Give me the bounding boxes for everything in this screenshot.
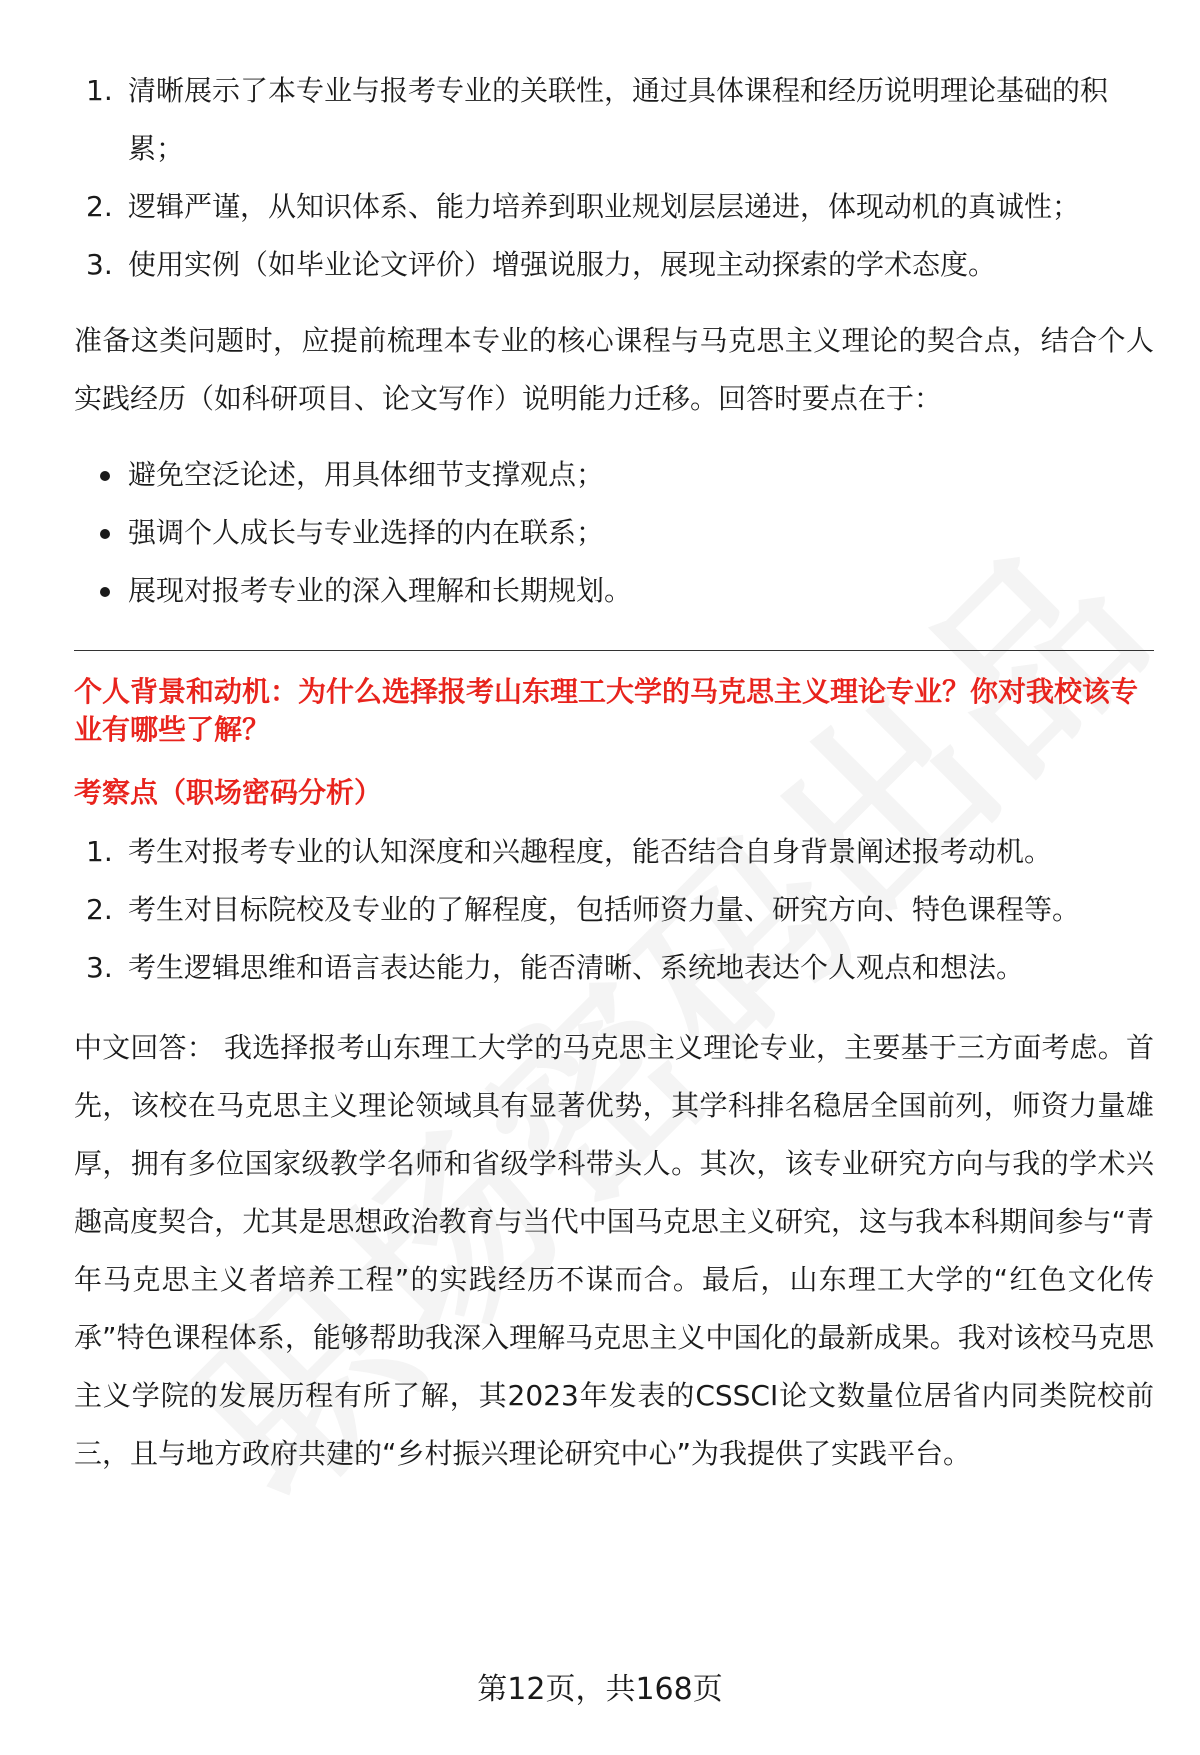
list-number: 1. (86, 74, 113, 107)
key-points-bullet-list (74, 446, 1154, 620)
evaluation-points-list (74, 62, 1154, 294)
bullet-icon (100, 471, 110, 481)
list-number: 3. (86, 248, 113, 281)
page-number: 第12页，共168页 (477, 1672, 723, 1707)
focus-heading: 考察点（职场密码分析） (74, 776, 383, 809)
list-item (74, 939, 1154, 997)
list-item (74, 62, 1154, 178)
list-item-text: 使用实例（如毕业论文评价）增强说服力，展现主动探索的学术态度。 (128, 248, 997, 281)
list-item (74, 178, 1154, 236)
list-number: 2. (86, 190, 113, 223)
bullet-icon (100, 529, 110, 539)
list-item-text: 考生逻辑思维和语言表达能力，能否清晰、系统地表达个人观点和想法。 (128, 951, 1025, 984)
question-heading: 个人背景和动机：为什么选择报考山东理工大学的马克思主义理论专业？你对我校该专业有哪些了解？ (74, 675, 1139, 746)
answer-paragraph: 中文回答： 我选择报考山东理工大学的马克思主义理论专业，主要基于三方面考虑。首先，该校在马克思主义理论领域具有显著优势，其学科排名稳居全国前列，师资力量雄厚，拥有多位国家级教学名师和省级学科带头人。其次，该专业研究方向与我的学术兴趣高度契合，尤其是思想政治教育与当代中国马克思主义研究，这与我本科期间参与“青年马克思主义者培养工程”的实践经历不谋而合。最后，山东理工大学的“红色文化传承”特色课程体系，能够帮助我深入理解马克思主义中国化的最新成果。我对该校马克思主义学院的发展历程有所了解，其2023年发表的CSSCI论文数量位居省内同类院校前三，且与地方政府共建的“乡村振兴理论研究中心”为我提供了实践平台。 (74, 1031, 1154, 1470)
list-item-text: 考生对目标院校及专业的了解程度，包括师资力量、研究方向、特色课程等。 (128, 893, 1081, 926)
list-item-text: 清晰展示了本专业与报考专业的关联性，通过具体课程和经历说明理论基础的积累； (128, 74, 1109, 165)
list-item (74, 504, 1154, 562)
list-item-text: 逻辑严谨，从知识体系、能力培养到职业规划层层递进，体现动机的真诚性； (128, 190, 1081, 223)
list-item-text: 强调个人成长与专业选择的内在联系； (128, 516, 605, 549)
list-item (74, 562, 1154, 620)
list-number: 3. (86, 951, 113, 984)
list-item (74, 236, 1154, 294)
bullet-icon (100, 587, 110, 597)
list-item-text: 考生对报考专业的认知深度和兴趣程度，能否结合自身背景阐述报考动机。 (128, 835, 1053, 868)
list-item (74, 823, 1154, 881)
assessment-points-list (74, 823, 1154, 997)
list-item (74, 446, 1154, 504)
preparation-paragraph: 准备这类问题时，应提前梳理本专业的核心课程与马克思主义理论的契合点，结合个人实践经历（如科研项目、论文写作）说明能力迁移。回答时要点在于： (74, 324, 1154, 415)
page-content (74, 62, 1154, 1483)
list-item-text: 展现对报考专业的深入理解和长期规划。 (128, 574, 633, 607)
list-item (74, 881, 1154, 939)
list-number: 1. (86, 835, 113, 868)
list-number: 2. (86, 893, 113, 926)
list-item-text: 避免空泛论述，用具体细节支撑观点； (128, 458, 605, 491)
section-divider (74, 650, 1154, 651)
